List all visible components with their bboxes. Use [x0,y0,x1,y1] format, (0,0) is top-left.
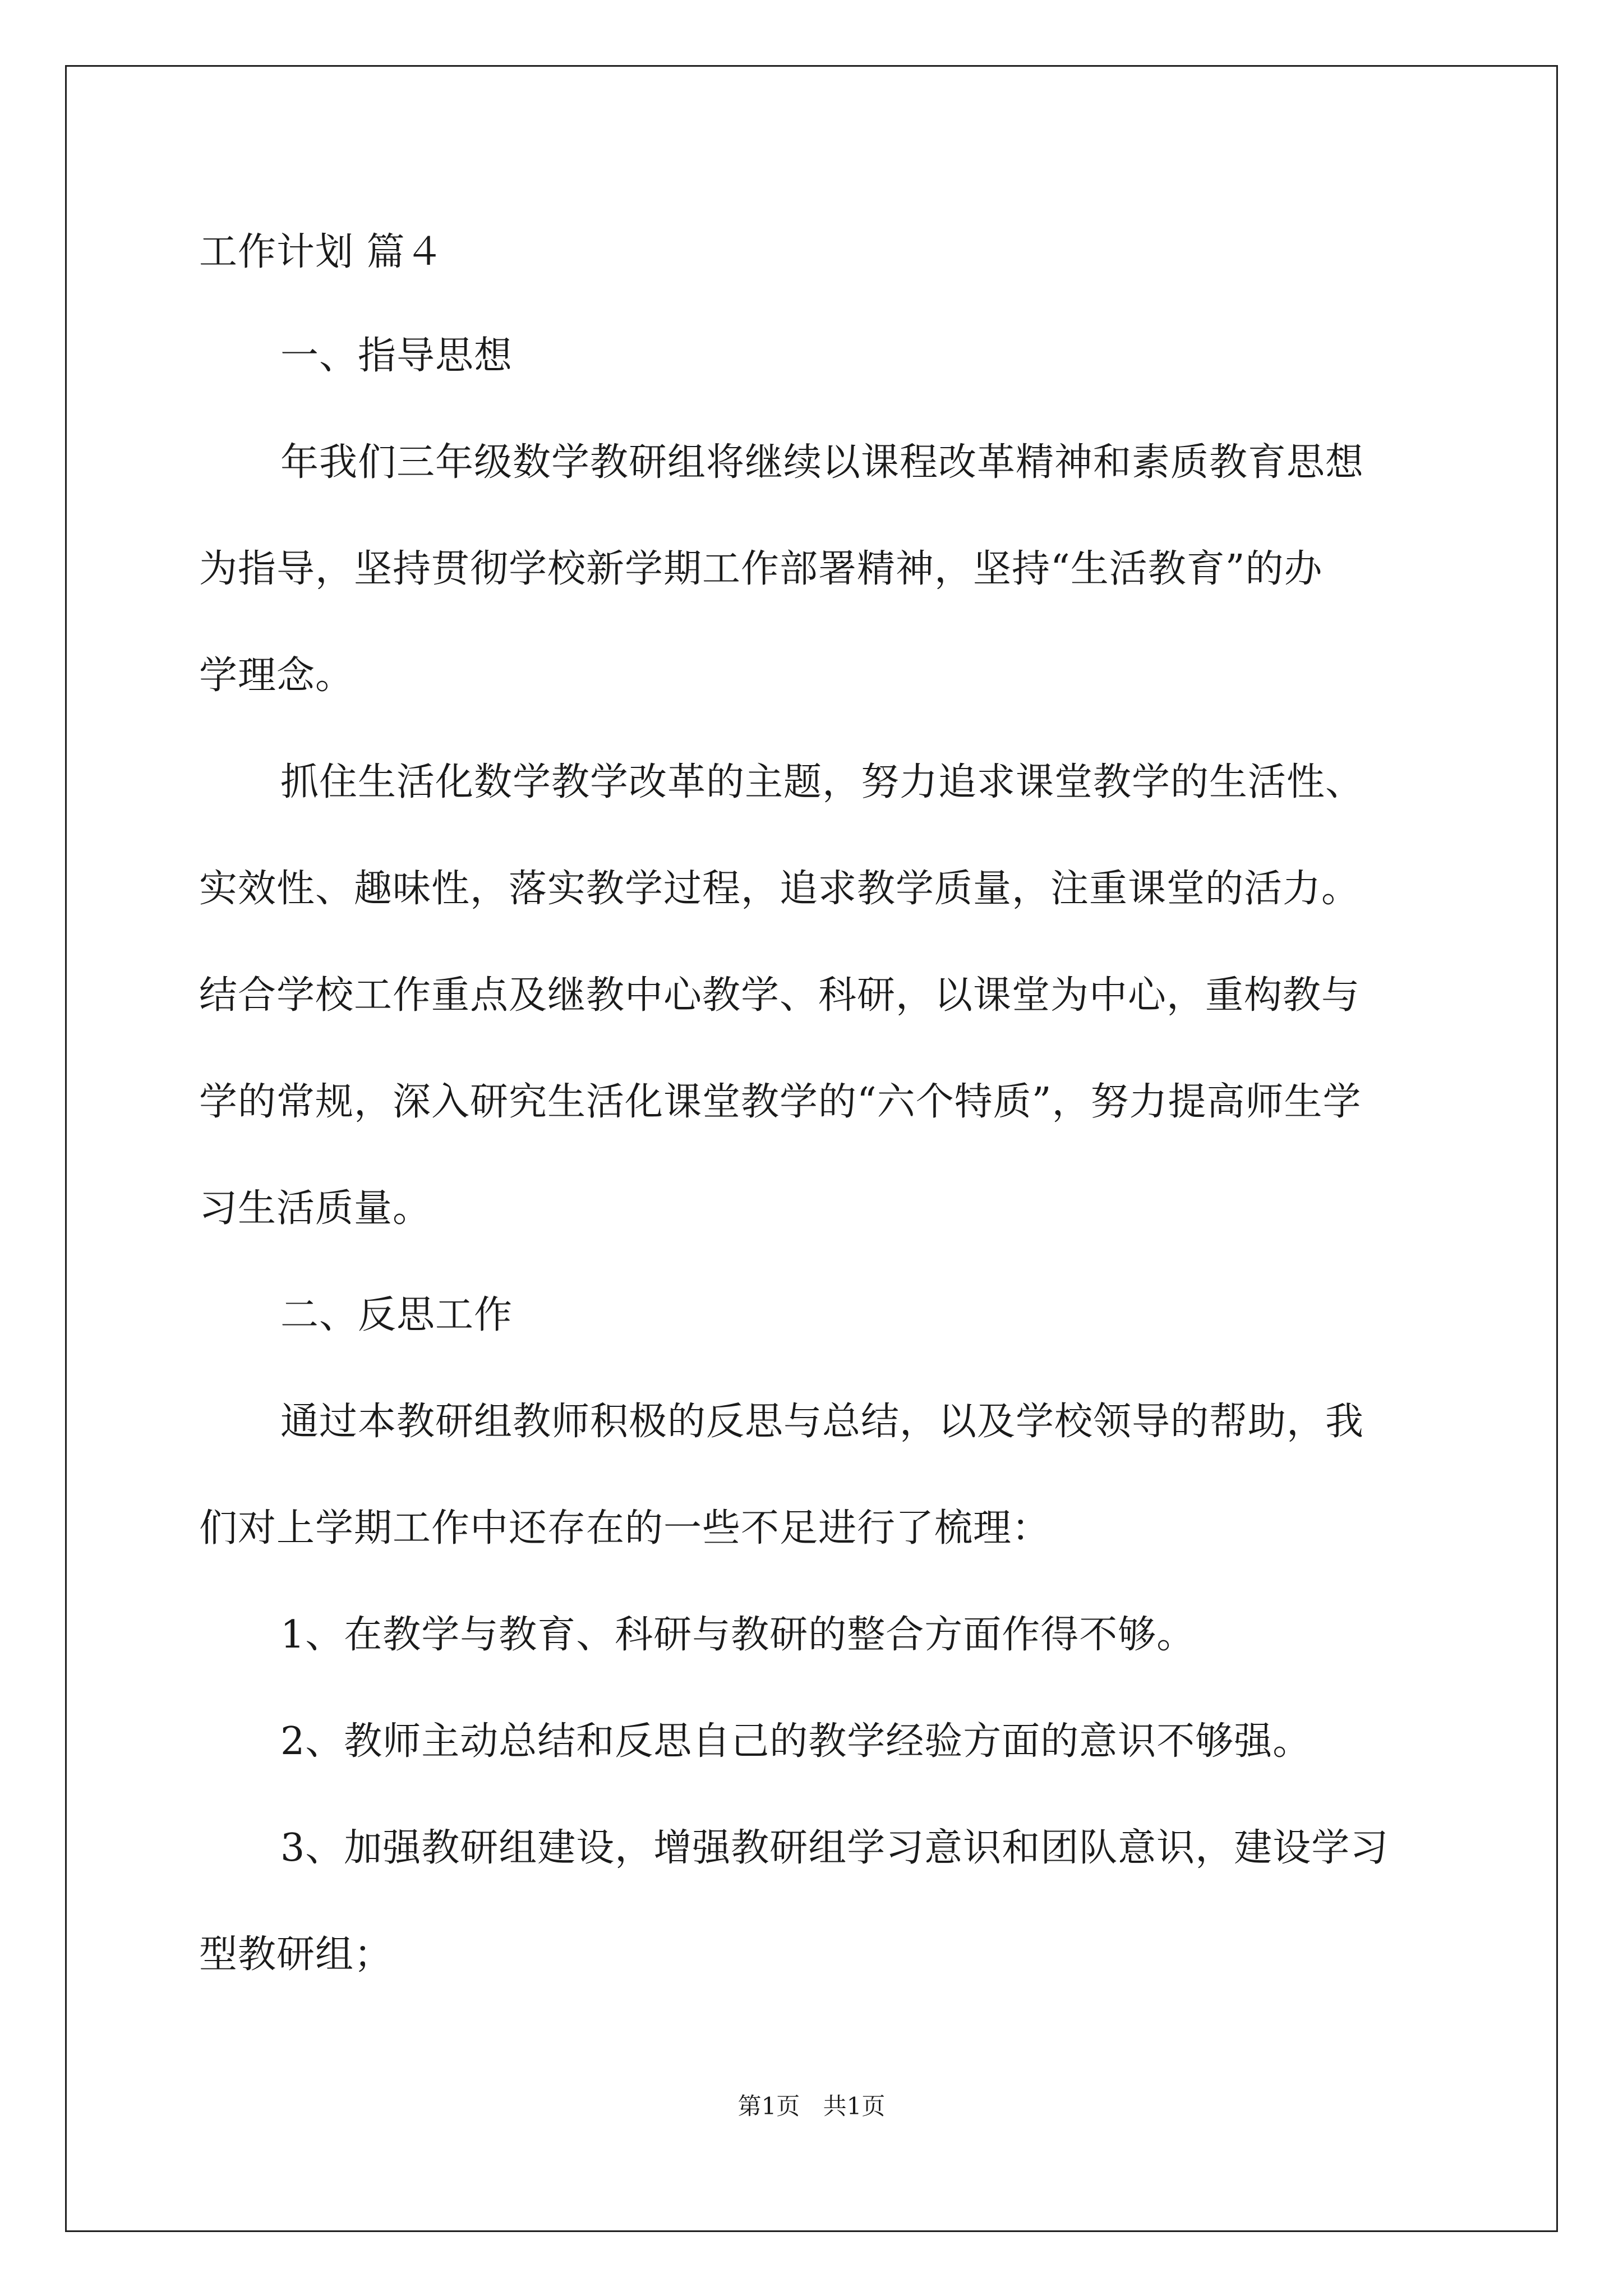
list-item: 1、在教学与教育、科研与教研的整合方面作得不够。 [280,1613,1196,1657]
list-item: 2、教师主动总结和反思自己的教学经验方面的意识不够强。 [280,1719,1312,1764]
section-heading: 二、反思工作 [280,1293,513,1337]
paragraph-line: 抓住生活化数学教学改革的主题，努力追求课堂教学的生活性、 [280,760,1364,804]
page-footer [0,2092,1623,2120]
paragraph-line: 实效性、趣味性，落实教学过程，追求教学质量，注重课堂的活力。 [199,867,1361,911]
paragraph-line: 学理念。 [199,654,354,698]
paragraph-line: 型教研组； [199,1932,393,1977]
page-number: 第1页 [737,2092,800,2120]
list-item: 3、加强教研组建设，增强教研组学习意识和团队意识，建设学习 [280,1826,1389,1870]
document-title: 工作计划 篇４ [199,230,444,274]
paragraph-line: 学的常规，深入研究生活化课堂教学的“六个特质”，努力提高师生学 [199,1080,1362,1124]
paragraph-line: 通过本教研组教师积极的反思与总结，以及学校领导的帮助，我 [280,1400,1364,1444]
section-heading: 一、指导思想 [280,334,513,378]
paragraph-line: 年我们三年级数学教研组将继续以课程改革精神和素质教育思想 [280,440,1364,485]
paragraph-line: 结合学校工作重点及继教中心教学、科研，以课堂为中心，重构教与 [199,973,1361,1018]
paragraph-line: 习生活质量。 [199,1186,432,1231]
paragraph-line: 为指导，坚持贯彻学校新学期工作部署精神，坚持“生活教育”的办 [199,547,1323,591]
page-border [65,65,1558,2232]
page-total: 共1页 [823,2092,886,2120]
paragraph-line: 们对上学期工作中还存在的一些不足进行了梳理： [199,1506,1051,1550]
